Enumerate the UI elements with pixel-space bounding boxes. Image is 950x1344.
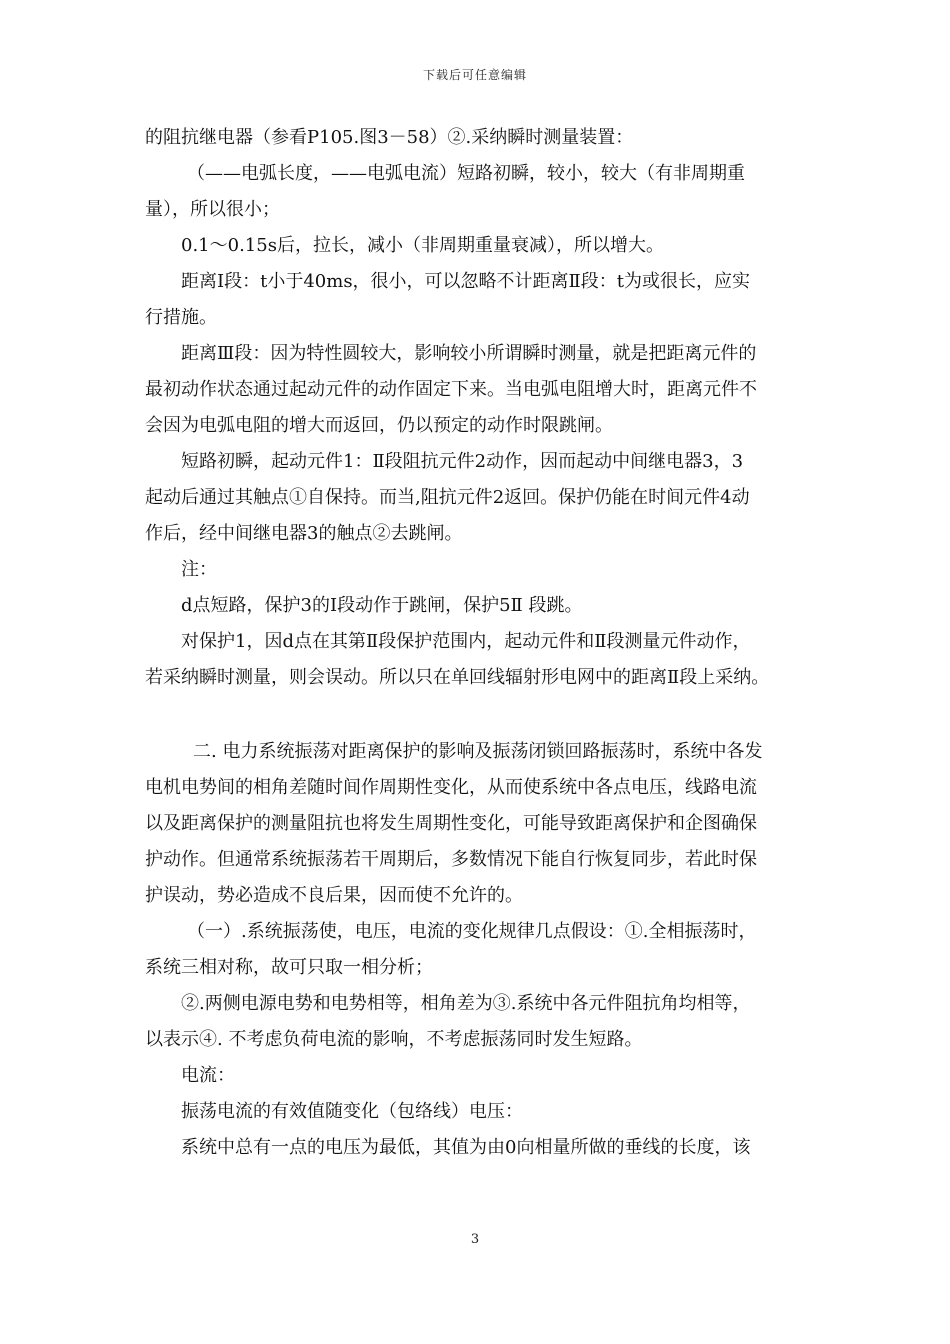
page-number: 3 xyxy=(470,1232,480,1247)
text-line: 会因为电弧电阻的增大而返回，仍以预定的动作时限跳闸。 xyxy=(145,415,613,436)
text-line: 系统三相对称，故可只取一相分析； xyxy=(145,957,433,978)
text-line: 的阻抗继电器（参看P105.图3－58）②.采纳瞬时测量装置： xyxy=(145,127,634,148)
text-line: 最初动作状态通过起动元件的动作固定下来。当电弧电阻增大时，距离元件不 xyxy=(145,379,757,400)
text-line: 作后，经中间继电器3的触点②去跳闸。 xyxy=(145,523,463,544)
text-line: 系统中总有一点的电压为最低，其值为由0向相量所做的垂线的长度，该 xyxy=(181,1137,751,1158)
text-line: 距离Ⅰ段：t小于40ms，很小，可以忽略不计距离Ⅱ段：t为或很长，应实 xyxy=(181,271,751,292)
text-line: 对保护1，因d点在其第Ⅱ段保护范围内，起动元件和Ⅱ段测量元件动作， xyxy=(181,631,751,652)
text-line: 护误动，势必造成不良后果，因而使不允许的。 xyxy=(145,885,523,906)
text-line: 电流： xyxy=(181,1065,235,1086)
document-body xyxy=(145,120,825,1166)
text-line: （——电弧长度，——电弧电流）短路初瞬，较小，较大（有非周期重 xyxy=(187,163,745,184)
text-line: 量），所以很小； xyxy=(145,199,280,220)
text-line: 振荡电流的有效值随变化（包络线）电压： xyxy=(181,1101,523,1122)
paragraph-gap xyxy=(145,696,825,734)
text-line: 以及距离保护的测量阻抗也将发生周期性变化，可能导致距离保护和企图确保 xyxy=(145,813,757,834)
text-line: 以表示④. 不考虑负荷电流的影响，不考虑振荡同时发生短路。 xyxy=(145,1029,643,1050)
text-line: 起动后通过其触点①自保持。而当,阻抗元件2返回。保护仍能在时间元件4动 xyxy=(145,487,750,508)
text-line: 二. 电力系统振荡对距离保护的影响及振荡闭锁回路振荡时，系统中各发 xyxy=(193,741,763,762)
text-line: 护动作。但通常系统振荡若干周期后，多数情况下能自行恢复同步，若此时保 xyxy=(145,849,757,870)
text-line: （一）.系统振荡使，电压，电流的变化规律几点假设：①.全相振荡时， xyxy=(187,921,757,942)
text-line: 电机电势间的相角差随时间作周期性变化，从而使系统中各点电压，线路电流 xyxy=(145,777,757,798)
text-line: 距离Ⅲ段：因为特性圆较大，影响较小所谓瞬时测量，就是把距离元件的 xyxy=(181,343,757,364)
page-header: 下载后可任意编辑 xyxy=(422,68,527,82)
text-line: 注： xyxy=(181,559,217,580)
text-line: d点短路，保护3的Ⅰ段动作于跳闸，保护5Ⅱ 段跳。 xyxy=(181,595,583,616)
text-line: 若采纳瞬时测量，则会误动。所以只在单回线辐射形电网中的距离Ⅱ段上采纳。 xyxy=(145,667,770,688)
text-line: ②.两侧电源电势和电势相等，相角差为③.系统中各元件阻抗角均相等， xyxy=(181,993,751,1014)
text-line: 短路初瞬，起动元件1：Ⅱ段阻抗元件2动作，因而起动中间继电器3，3 xyxy=(181,451,744,472)
text-line: 0.1～0.15s后，拉长，减小（非周期重量衰减），所以增大。 xyxy=(181,235,664,256)
text-line: 行措施。 xyxy=(145,307,217,328)
